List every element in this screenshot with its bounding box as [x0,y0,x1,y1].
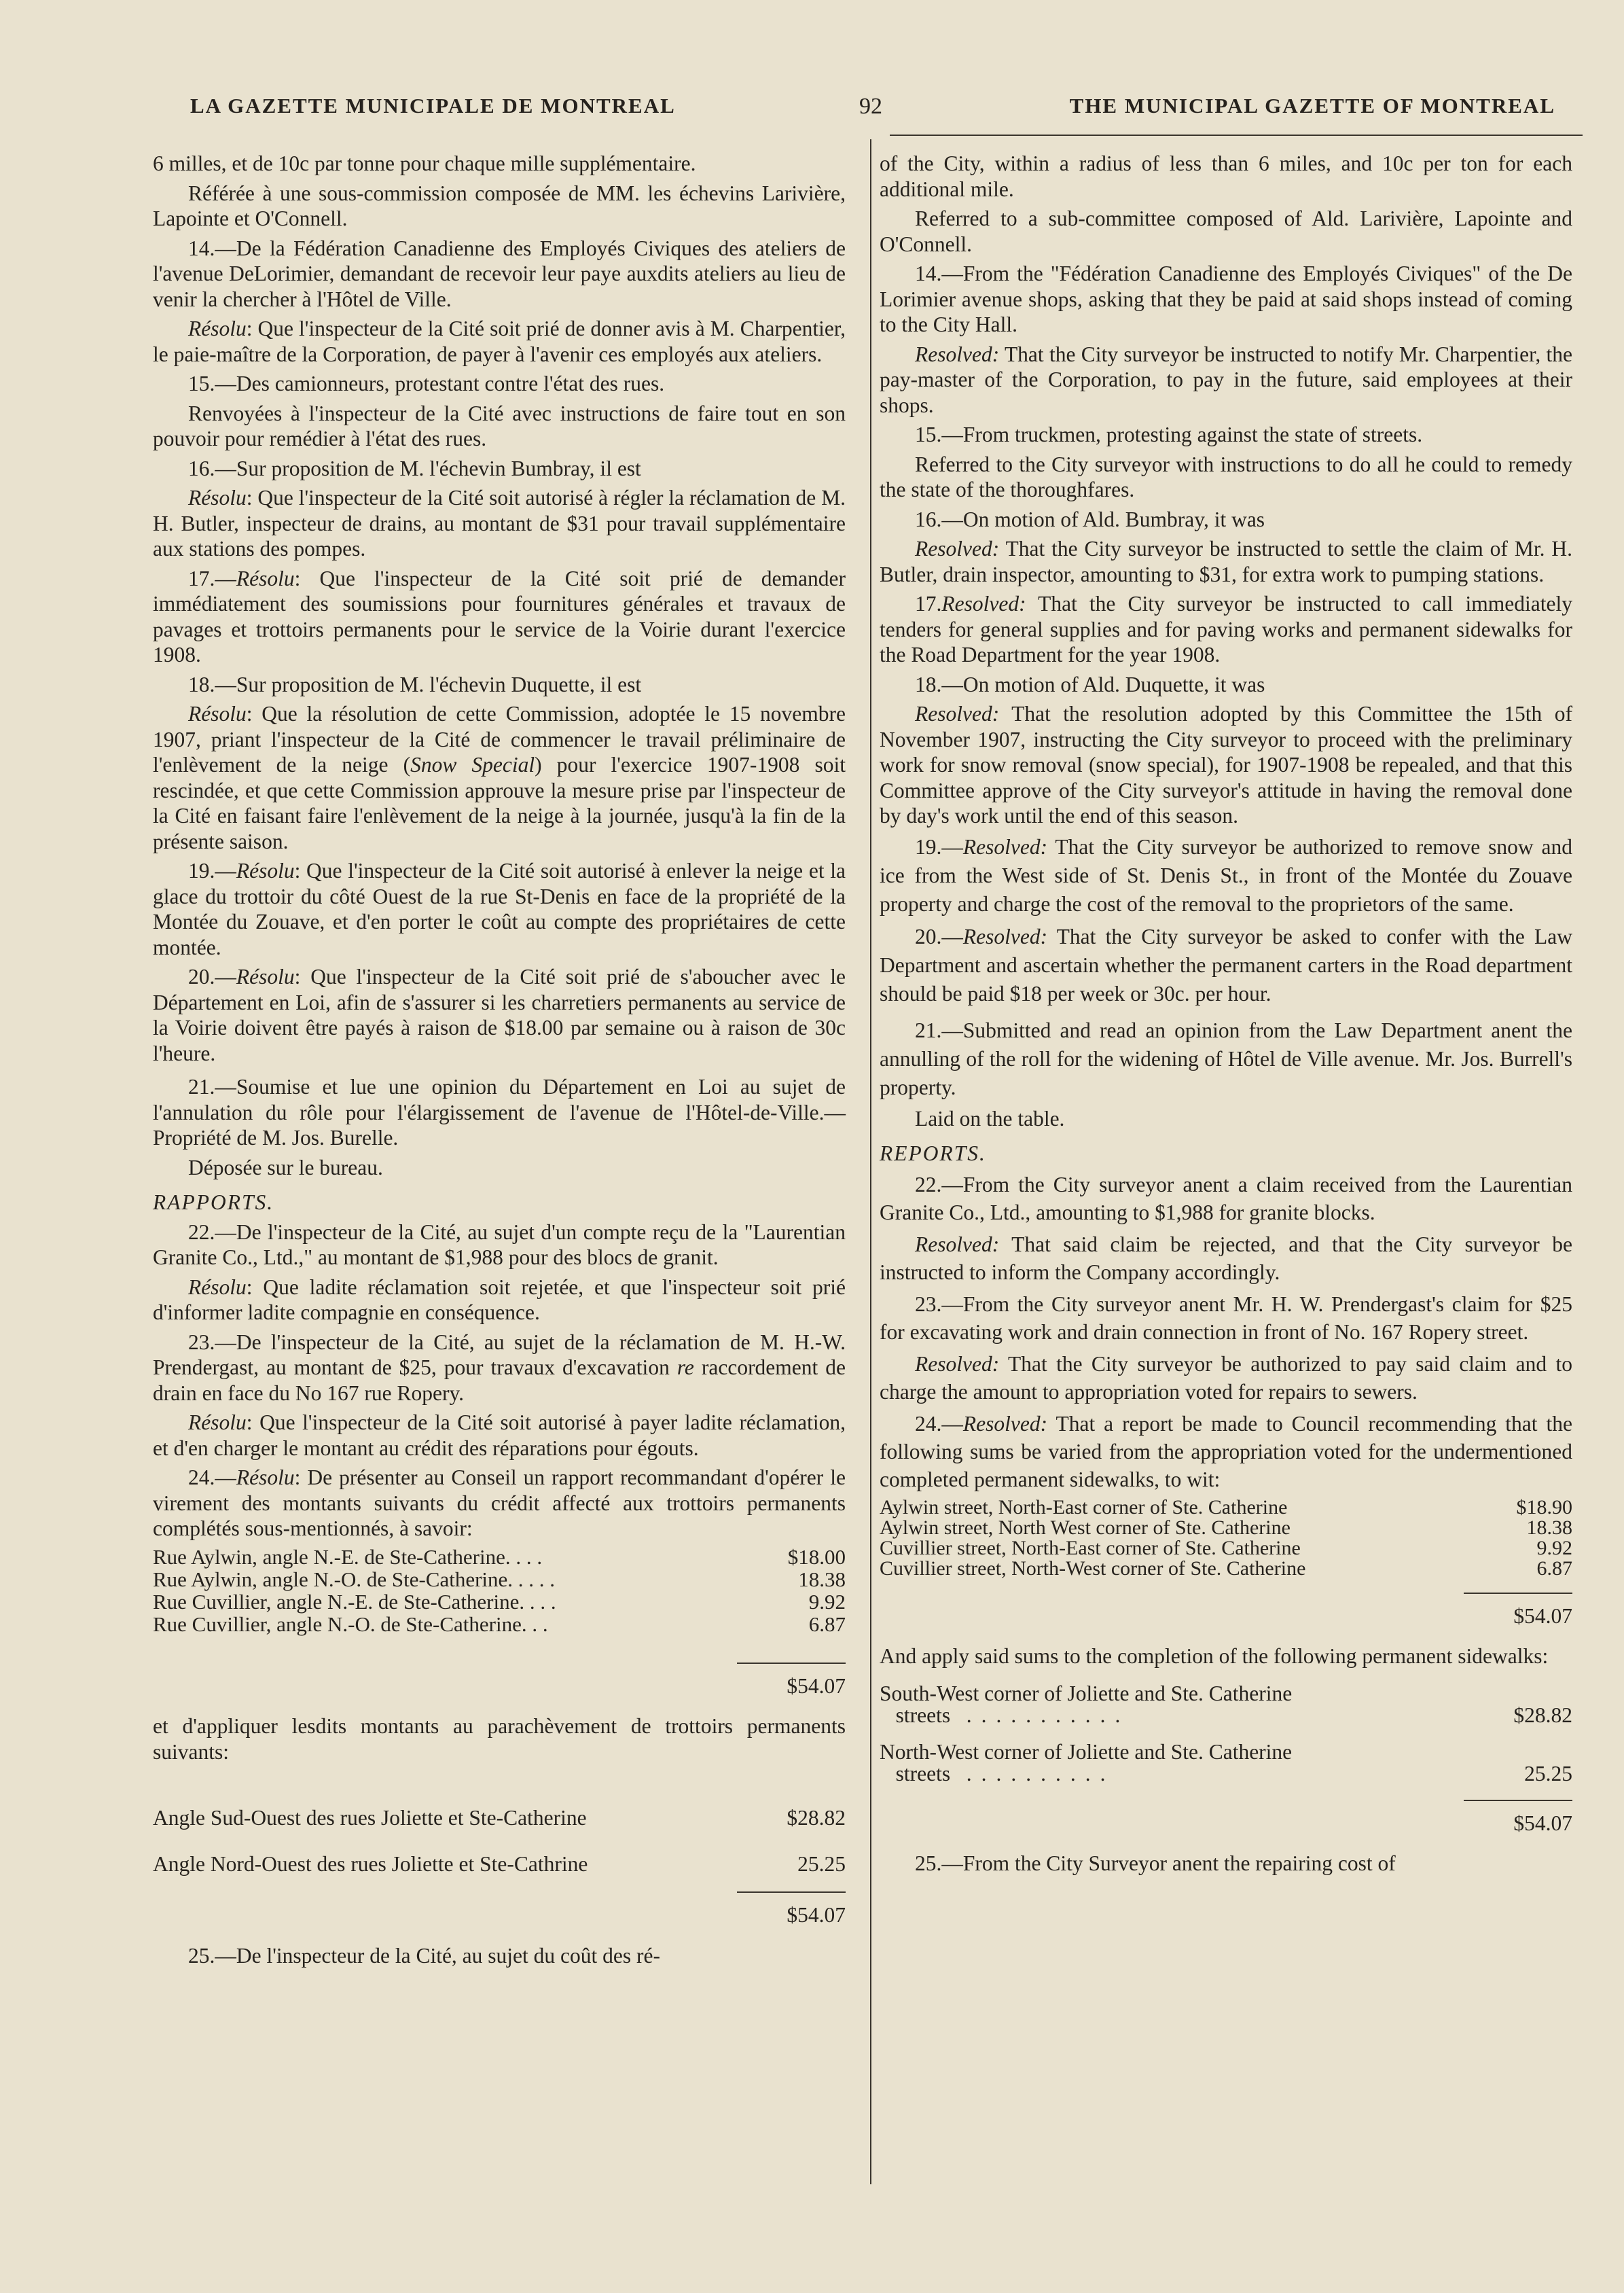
street-cell: Aylwin street, North West corner of Ste. Catherine [880,1516,1291,1539]
table-row [153,1568,846,1590]
street-cell: Aylwin street, North-East corner of Ste. Catherine [880,1495,1288,1518]
corner-label [880,1741,1477,1785]
corner-amount: 25.25 [1524,1761,1572,1785]
paragraph: 15.—From truckmen, protesting against the state of streets. [915,423,1423,446]
item-number: 20.— [188,965,236,989]
table-row [880,1497,1572,1518]
resolution-paragraph [880,923,1572,1008]
resolution-label: Resolved: [915,1351,1000,1376]
table-row [880,1559,1572,1579]
resolution-paragraph [153,1275,846,1326]
resolution-paragraph [153,1465,846,1542]
paragraph: et d'appliquer lesdits montants au parachèvement de trottoirs permanents suivants: [153,1714,846,1764]
paragraph: 15.—Des camionneurs, protestant contre l'état des rues. [188,372,665,395]
corner-label [880,1683,1477,1726]
item-number: 17.— [188,566,236,590]
paragraph-text: That a report be made to Council recommending that the following sums be varied from the appropriation voted for the undermentioned completed permanent sidewalks, to wit: [880,1411,1572,1491]
corner-amount: $28.82 [787,1806,846,1830]
re-term: re [676,1355,694,1379]
table-row [153,1590,846,1613]
corner-amount: $28.82 [1513,1703,1572,1727]
corner-total [153,1891,846,1928]
resolution-label: Resolved: [962,1411,1048,1436]
street-cell: Cuvillier street, North-East corner of Ste. Catherine [880,1536,1301,1559]
paragraph-text: That the City surveyor be instructed to call immediately tenders for general supplies and for paving works and permanent sidewalks for the Road Department for the year 1908. [880,592,1572,666]
section-heading-reports: REPORTS. [880,1141,986,1165]
paragraph-text: : Que ladite réclamation soit rejetée, et que l'inspecteur soit prié d'informer ladite compagnie en conséquence. [153,1275,846,1324]
paragraph-text: : Que l'inspecteur de la Cité soit prié de demander immédiatement des soumissions pour fournitures générales et travaux de pavages et trottoirs permanents pour le service de la Voirie durant l'exercice 1908. [153,566,846,666]
paragraph-text: : Que l'inspecteur de la Cité soit prié de s'aboucher avec le Département en Loi, afin de s'assurer si les charretiers permanents au service de la Voirie doivent être payés à raison de $18.00 par semaine ou à raison de 30c l'heure. [153,965,846,1065]
resolution-label: Résolu [188,702,247,726]
paragraph: 18.—Sur proposition de M. l'échevin Duquette, il est [188,672,642,696]
paragraph-text: That the City surveyor be instructed to notify Mr. Charpentier, the pay-master of the Corporation, to pay in the future, said employees at their shops. [880,342,1572,417]
paragraph: Référée à une sous-commission composée de MM. les échevins Larivière, Lapointe et O'Connell. [153,181,846,230]
corner-label-line: North-West corner of Joliette and Ste. Catherine [880,1739,1293,1764]
paragraph-text: That the resolution adopted by this Committee the 15th of November 1907, instructing the City surveyor to proceed with the preliminary work for snow removal (snow special), for 1907-1908 be repealed, and that this Committee approve of the City surveyor's attitude in having the removal done by day's work until the end of this season. [880,702,1572,828]
table-row [153,1613,846,1635]
amount-cell: 6.87 [808,1612,846,1636]
paragraph: 6 milles, et de 10c par tonne pour chaque mille supplémentaire. [153,152,696,175]
corner-label-line: South-West corner of Joliette and Ste. Catherine [880,1681,1293,1705]
paragraph-text: That the City surveyor be instructed to settle the claim of Mr. H. Butler, drain inspector, amounting to $31, for extra work to pumping stations. [880,537,1572,586]
paragraph: 22.—From the City surveyor anent a claim received from the Laurentian Granite Co., Ltd., amounting to $1,988 for granite blocks. [880,1172,1572,1224]
paragraph: 16.—Sur proposition de M. l'échevin Bumbray, il est [188,456,641,480]
paragraph-text: That the City surveyor be authorized to pay said claim and to charge the amount to appropriation voted for repairs to sewers. [880,1351,1572,1404]
item-number: 24.— [188,1465,236,1489]
corner-label: Angle Sud-Ouest des rues Joliette et Ste-Catherine [153,1806,587,1830]
paragraph: And apply said sums to the completion of the following permanent sidewalks: [880,1644,1549,1668]
table-total [880,1593,1572,1629]
street-cell: Rue Aylwin, angle N.-O. de Ste-Catherine. . . . . [153,1567,556,1591]
paragraph-text: : Que l'inspecteur de la Cité soit autorisé à enlever la neige et la glace du trottoir du côté Ouest de la rue St-Denis en face de la propriété de la Montée du Zouave, et d'en porter le coût au compte des propriétaires de cette montée. [153,859,846,959]
corner-label-line: streets [895,1761,951,1785]
page-header [190,88,1555,129]
paragraph: of the City, within a radius of less than 6 miles, and 10c per ton for each additional mile. [880,152,1572,201]
total-amount: $54.07 [737,1663,846,1699]
table-row [880,1518,1572,1538]
paragraph-text: : Que l'inspecteur de la Cité soit prié de donner avis à M. Charpentier, le paie-maître de la Corporation, de payer à l'avenir ces employés aux ateliers. [153,317,846,366]
resolution-paragraph [880,342,1572,419]
corner-entry [880,1741,1572,1785]
section-heading-rapports: RAPPORTS. [153,1190,274,1214]
street-cell: Rue Aylwin, angle N.-E. de Ste-Catherine. . . . [153,1544,543,1569]
leader-dots: .......... [966,1761,1115,1785]
total-amount: $54.07 [1464,1800,1572,1836]
resolution-paragraph [153,858,846,960]
resolution-paragraph [153,566,846,668]
paragraph-text: 23.—De l'inspecteur de la Cité, au sujet de la réclamation de M. H.-W. Prendergast, au montant de $25, pour travaux d'excavation [153,1330,846,1379]
resolution-paragraph [880,1230,1572,1286]
resolution-label: Resolved: [915,702,1000,726]
snow-special-term: Snow Special [410,753,535,777]
header-title-french: LA GAZETTE MUNICIPALE DE MONTREAL [190,94,676,118]
paragraph: 14.—From the "Fédération Canadienne des Employés Civiques" of the De Lorimier avenue shops, asking that they be paid at said shops instead of coming to the City Hall. [880,262,1572,336]
corner-label-line: streets [895,1703,951,1727]
paragraph: 25.—From the City Surveyor anent the repairing cost of [915,1851,1396,1875]
corner-entry [880,1683,1572,1726]
resolution-paragraph [153,316,846,367]
paragraph-text: ) pour l'exercice 1907-1908 soit rescindée, et que cette Commission approuve la mesure prise par l'inspecteur de la Cité en faisant faire l'enlèvement de la neige à la journée, jusqu'à la fin de la présente saison. [153,753,846,853]
resolution-label: Résolu [236,859,295,883]
street-cell: Rue Cuvillier, angle N.-E. de Ste-Catherine. . . . [153,1589,556,1614]
table-total [153,1663,846,1699]
amount-cell: 18.38 [798,1567,846,1591]
resolution-label: Résolu [188,1410,247,1434]
paragraph: Referred to a sub-committee composed of Ald. Larivière, Lapointe and O'Connell. [880,207,1572,256]
total-amount: $54.07 [1464,1593,1572,1629]
paragraph: 18.—On motion of Ald. Duquette, it was [915,672,1265,696]
paragraph: 22.—De l'inspecteur de la Cité, au sujet d'un compte reçu de la "Laurentian Granite Co., Ltd.," au montant de $1,988 pour des blocs de granit. [153,1220,846,1269]
paragraph-text: : Que l'inspecteur de la Cité soit autorisé à payer ladite réclamation, et d'en charger le montant au crédit des réparations pour égouts. [153,1410,846,1460]
french-column [153,151,846,1972]
resolution-paragraph [880,701,1572,829]
resolution-paragraph [153,1410,846,1461]
paragraph: Renvoyées à l'inspecteur de la Cité avec instructions de faire tout en son pouvoir pour remédier à l'état des rues. [153,401,846,450]
corner-total [880,1800,1572,1836]
amount-cell: $18.90 [1516,1495,1572,1518]
paragraph: 23.—From the City surveyor anent Mr. H. W. Prendergast's claim for $25 for excavating work and drain connection in front of No. 167 Ropery street. [880,1292,1572,1344]
item-number: 24.— [915,1411,963,1436]
paragraph [153,1330,846,1406]
amount-cell: 6.87 [1536,1557,1572,1580]
english-column [880,151,1572,1881]
corner-amount: 25.25 [797,1851,846,1876]
sidewalk-transfer-table [153,1546,846,1635]
sidewalk-transfer-table [880,1497,1572,1579]
table-row [153,1546,846,1568]
amount-cell: 9.92 [1536,1536,1572,1559]
amount-cell: $18.00 [787,1544,846,1569]
page-number: 92 [859,94,882,119]
paragraph: 21.—Submitted and read an opinion from the Law Department anent the annulling of the roll for the widening of Hôtel de Ville avenue. Mr. Jos. Burrell's property. [880,1018,1572,1099]
paragraph: 16.—On motion of Ald. Bumbray, it was [915,507,1265,531]
paragraph: 25.—De l'inspecteur de la Cité, au sujet du coût des ré- [188,1943,660,1968]
paragraph-text: : De présenter au Conseil un rapport recommandant d'opérer le virement des montants suivants du crédit affecté aux trottoirs permanents complétés sous-mentionnés, à savoir: [153,1465,846,1540]
resolution-label: Résolu [236,1465,295,1489]
corner-entry [153,1805,846,1831]
resolution-paragraph [153,485,846,562]
resolution-paragraph [880,591,1572,668]
amount-cell: 9.92 [808,1589,846,1614]
amount-cell: 18.38 [1526,1516,1572,1539]
resolution-label: Résolu [188,317,247,340]
paragraph-text: That said claim be rejected, and that the City surveyor be instructed to inform the Company accordingly. [880,1232,1572,1284]
paragraph-text: That the City surveyor be asked to confer with the Law Department and ascertain whether the permanent carters in the Road department should be paid $18 per week or 30c. per hour. [880,924,1572,1006]
column-divider [870,139,871,2184]
item-number: 19.— [188,859,236,883]
resolution-label: Resolved: [915,342,1000,366]
paragraph-text: That the City surveyor be authorized to remove snow and ice from the West side of St. Denis St., in front of the Montée du Zouave property and charge the cost of the removal to the proprietors of the same. [880,834,1572,916]
resolution-label: Resolved: [962,924,1048,948]
corner-label: Angle Nord-Ouest des rues Joliette et Ste-Cathrine [153,1851,588,1876]
paragraph-text: raccordement de drain en face du No 167 rue Ropery. [153,1355,846,1405]
paragraph-text: : Que l'inspecteur de la Cité soit autorisé à régler la réclamation de M. H. Butler, inspecteur de drains, au montant de $31 pour travail supplémentaire aux stations des pompes. [153,486,846,561]
paragraph: Referred to the City surveyor with instructions to do all he could to remedy the state of the thoroughfares. [880,452,1572,501]
item-number: 17. [915,592,942,616]
resolution-label: Résolu [188,1275,247,1299]
header-rule [890,135,1583,136]
header-title-english: THE MUNICIPAL GAZETTE OF MONTREAL [1069,94,1555,118]
paragraph: 21.—Soumise et lue une opinion du Département en Loi au sujet de l'annulation du rôle pour l'élargissement de l'avenue de l'Hôtel-de-Ville.—Propriété de M. Jos. Burelle. [153,1075,846,1150]
resolution-paragraph [880,536,1572,587]
resolution-label: Resolved: [962,834,1048,859]
resolution-label: Résolu [188,486,247,510]
street-cell: Cuvillier street, North-West corner of Ste. Catherine [880,1557,1306,1580]
resolution-paragraph [880,1410,1572,1493]
resolution-label: Résolu [236,965,295,989]
paragraph: Laid on the table. [915,1106,1065,1131]
paragraph-text: : Que la résolution de cette Commission, adoptée le 15 novembre 1907, priant l'inspecteur de la Cité de commencer le travail préliminaire de l'enlèvement de la neige ( [153,702,846,777]
paragraph: 14.—De la Fédération Canadienne des Employés Civiques des ateliers de l'avenue DeLorimier, demandant de recevoir leur paye auxdits ateliers au lieu de venir la chercher à l'Hôtel de Ville. [153,236,846,311]
resolution-paragraph [880,1350,1572,1406]
street-cell: Rue Cuvillier, angle N.-O. de Ste-Catherine. . . [153,1612,548,1636]
resolution-label: Resolved: [941,592,1026,616]
total-amount: $54.07 [737,1891,846,1928]
resolution-paragraph [153,701,846,854]
resolution-paragraph [153,964,846,1066]
corner-entry [153,1851,846,1877]
resolution-label: Resolved: [915,1232,1000,1256]
resolution-paragraph [880,833,1572,919]
table-row [880,1538,1572,1559]
leader-dots: ........... [966,1703,1130,1727]
paragraph: Déposée sur le bureau. [188,1155,383,1179]
resolution-label: Resolved: [915,537,1000,561]
item-number: 20.— [915,924,963,948]
resolution-label: Résolu [236,566,295,590]
item-number: 19.— [915,834,963,859]
